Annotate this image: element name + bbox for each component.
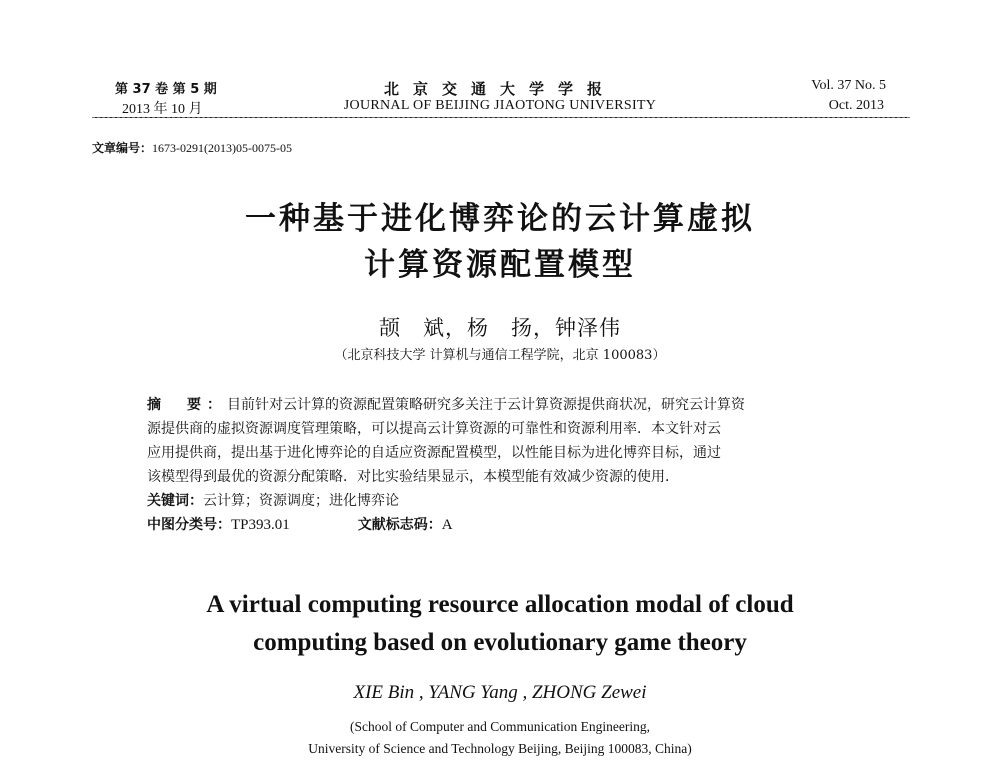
- paper-title-cn: [0, 196, 1000, 288]
- affiliation-en-line1: (School of Computer and Communication Engineering,: [350, 719, 650, 734]
- article-number-value: 1673-0291(2013)05-0075-05: [152, 141, 292, 155]
- article-number-label: 文章编号：: [92, 141, 153, 155]
- affiliation-cn: （北京科技大学 计算机与通信工程学院，北京 100083）: [334, 348, 666, 363]
- title-cn-line2: 计算资源配置模型: [364, 247, 636, 283]
- journal-name-en: JOURNAL OF BEIJING JIAOTONG UNIVERSITY: [343, 98, 657, 113]
- title-en-line1: A virtual computing resource allocation modal of cloud: [206, 591, 794, 618]
- date-cn: 2013 年 10 月: [122, 102, 203, 117]
- abstract-line: [147, 393, 867, 417]
- authors-en: XIE Bin , YANG Yang , ZHONG Zewei: [353, 682, 647, 703]
- affiliation-en-line2: University of Science and Technology Beijing, Beijing 100083, China): [308, 741, 692, 756]
- affiliation-en: [0, 716, 1000, 760]
- classification-label: 中图分类号：: [147, 517, 231, 533]
- keywords-label: 关键词：: [147, 493, 203, 509]
- date-en: Oct. 2013: [828, 98, 884, 113]
- abstract-line: 该模型得到最优的资源分配策略．对比实验结果显示，本模型能有效减少资源的使用．: [147, 469, 679, 485]
- document-code-value: A: [441, 517, 453, 533]
- abstract-label: 摘 要：: [147, 397, 227, 413]
- running-header-bottom: [0, 98, 1000, 118]
- classification: [147, 513, 867, 537]
- title-en-line2: computing based on evolutionary game theory: [253, 629, 747, 656]
- keywords: [147, 489, 867, 513]
- abstract-line: 应用提供商，提出基于进化博弈论的自适应资源配置模型，以性能目标为进化博弈目标，通过: [147, 445, 721, 461]
- keywords-value: 云计算；资源调度；进化博弈论: [203, 493, 399, 509]
- authors-cn: 颉 斌，杨 扬，钟泽伟: [379, 316, 621, 340]
- abstract-text: 目前针对云计算的资源配置策略研究多关注于云计算资源提供商状况，研究云计算资: [227, 397, 745, 413]
- abstract-line: 源提供商的虚拟资源调度管理策略，可以提高云计算资源的可靠性和资源利用率．本文针对云: [147, 421, 721, 437]
- classification-value: TP393.01: [231, 517, 290, 533]
- volume-en: Vol. 37 No. 5: [811, 78, 886, 93]
- header-rule: [92, 117, 910, 118]
- paper-title-en: [0, 586, 1000, 662]
- journal-name-cn: 北京交通大学学报: [383, 80, 616, 98]
- article-number: [92, 139, 292, 156]
- document-code-label: 文献标志码：: [357, 517, 442, 533]
- volume-cn: 第 37 卷 第 5 期: [115, 82, 217, 97]
- running-header-top: [0, 78, 1000, 100]
- abstract-block: [147, 393, 867, 537]
- title-cn-line1: 一种基于进化博弈论的云计算虚拟: [245, 201, 755, 237]
